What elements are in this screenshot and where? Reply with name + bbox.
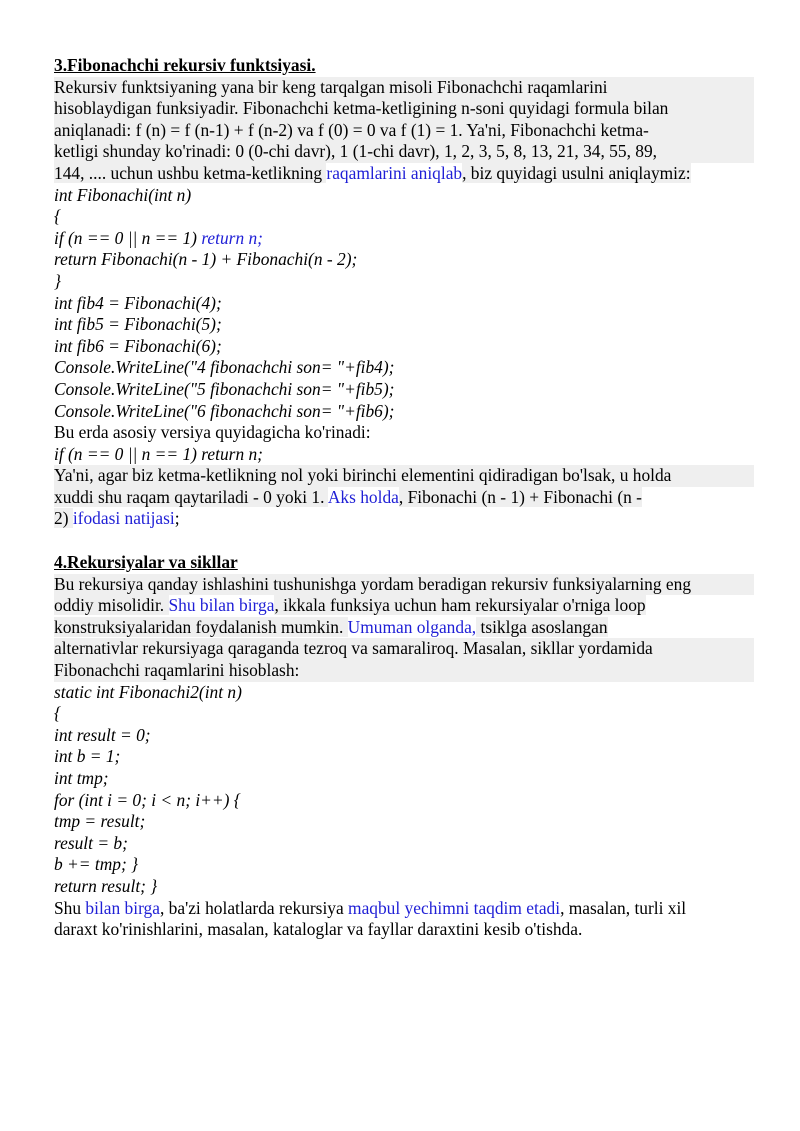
- text-run: Shu: [54, 897, 86, 918]
- paragraph-line: Fibonachchi raqamlarini hisoblash:: [54, 660, 754, 682]
- code-line: return result; }: [54, 875, 158, 896]
- paragraph-line: Bu erda asosiy versiya quyidagicha ko'rinadi:: [54, 422, 371, 443]
- code-line: int tmp;: [54, 768, 109, 788]
- paragraph-line: [54, 595, 754, 617]
- hyperlink[interactable]: Shu bilan birga: [168, 595, 275, 616]
- text-run: ;: [174, 508, 180, 529]
- code-line: int fib5 = Fibonachi(5);: [54, 314, 222, 335]
- hyperlink[interactable]: raqamlarini aniqlab: [326, 162, 463, 183]
- hyperlink[interactable]: maqbul yechimni taqdim etadi: [348, 897, 561, 918]
- paragraph-line: aniqlanadi: f (n) = f (n-1) + f (n-2) va f (0) = 0 va f (1) = 1. Ya'ni, Fibonachchi ketma-: [54, 120, 754, 142]
- code-line: Console.WriteLine("4 fibonachchi son= "+fib4);: [54, 357, 395, 378]
- code-line: return Fibonachi(n - 1) + Fibonachi(n - 2);: [54, 249, 358, 270]
- code-link[interactable]: return n;: [201, 227, 263, 248]
- text-run: , ikkala funksiya uchun ham rekursiyalar o'rniga loop: [274, 595, 646, 616]
- paragraph-line: Ya'ni, agar biz ketma-ketlikning nol yoki birinchi elementini qidiradigan bo'lsak, u holda: [54, 465, 754, 487]
- hyperlink[interactable]: Umuman olganda,: [347, 616, 477, 637]
- code-line: int fib6 = Fibonachi(6);: [54, 335, 222, 356]
- text-run: , ba'zi holatlarda rekursiya: [159, 897, 349, 918]
- document-page: [54, 55, 754, 941]
- code-line: static int Fibonachi2(int n): [54, 681, 242, 702]
- paragraph-line: daraxt ko'rinishlarini, masalan, kataloglar va fayllar daraxtini kesib o'tishda.: [54, 919, 583, 940]
- text-run: tsiklga asoslangan: [476, 616, 608, 637]
- paragraph-line: [54, 508, 754, 530]
- code-line: int b = 1;: [54, 746, 121, 767]
- section-3-heading: 3.Fibonachchi rekursiv funktsiyasi.: [54, 55, 316, 75]
- code-line: Console.WriteLine("6 fibonachchi son= "+fib6);: [54, 400, 395, 421]
- code-line: int fib4 = Fibonachi(4);: [54, 292, 222, 313]
- text-run: 2): [54, 508, 73, 529]
- code-line: result = b;: [54, 832, 128, 853]
- section-4-heading: 4.Rekursiyalar va sikllar: [54, 552, 238, 573]
- text-run: 144, .... uchun ushbu ketma-ketlikning: [54, 162, 327, 183]
- code-run: if (n == 0 || n == 1): [54, 227, 202, 248]
- hyperlink[interactable]: ifodasi natijasi: [72, 508, 175, 529]
- code-line: {: [54, 703, 61, 724]
- paragraph-line: [54, 487, 754, 509]
- code-line: Console.WriteLine("5 fibonachchi son= "+fib5);: [54, 378, 395, 399]
- hyperlink[interactable]: bilan birga: [85, 897, 160, 918]
- hyperlink[interactable]: Aks holda: [327, 486, 399, 507]
- paragraph-line: ketligi shunday ko'rinadi: 0 (0-chi davr), 1 (1-chi davr), 1, 2, 3, 5, 8, 13, 21, 34, 55, 89,: [54, 141, 754, 163]
- paragraph-line: alternativlar rekursiyaga qaraganda tezroq va samaraliroq. Masalan, sikllar yordamida: [54, 638, 754, 660]
- text-run: konstruksiyalaridan foydalanish mumkin.: [54, 616, 348, 637]
- code-line: int Fibonachi(int n): [54, 184, 192, 205]
- paragraph-line: Rekursiv funktsiyaning yana bir keng tarqalgan misoli Fibonachchi raqamlarini: [54, 77, 754, 99]
- text-run: , biz quyidagi usulni aniqlaymiz:: [462, 162, 691, 183]
- paragraph-line: hisoblaydigan funksiyadir. Fibonachchi ketma-ketligining n-soni quyidagi formula bilan: [54, 98, 754, 120]
- code-line: for (int i = 0; i < n; i++) {: [54, 789, 241, 810]
- paragraph-line: [54, 898, 754, 920]
- text-run: xuddi shu raqam qaytariladi - 0 yoki 1.: [54, 486, 328, 507]
- code-line: tmp = result;: [54, 811, 146, 832]
- code-line: }: [54, 270, 61, 291]
- code-line: b += tmp; }: [54, 854, 139, 875]
- section-gap: [54, 530, 754, 552]
- paragraph-line: [54, 163, 754, 185]
- code-line: [54, 228, 754, 250]
- code-line: {: [54, 206, 61, 227]
- paragraph-line: Bu rekursiya qanday ishlashini tushunishga yordam beradigan rekursiv funksiyalarning eng: [54, 574, 754, 596]
- text-run: , masalan, turli xil: [560, 897, 687, 918]
- code-line: int result = 0;: [54, 724, 151, 745]
- text-run: oddiy misolidir.: [54, 595, 169, 616]
- paragraph-line: [54, 617, 754, 639]
- code-line: if (n == 0 || n == 1) return n;: [54, 443, 263, 464]
- text-run: , Fibonachi (n - 1) + Fibonachi (n -: [398, 486, 642, 507]
